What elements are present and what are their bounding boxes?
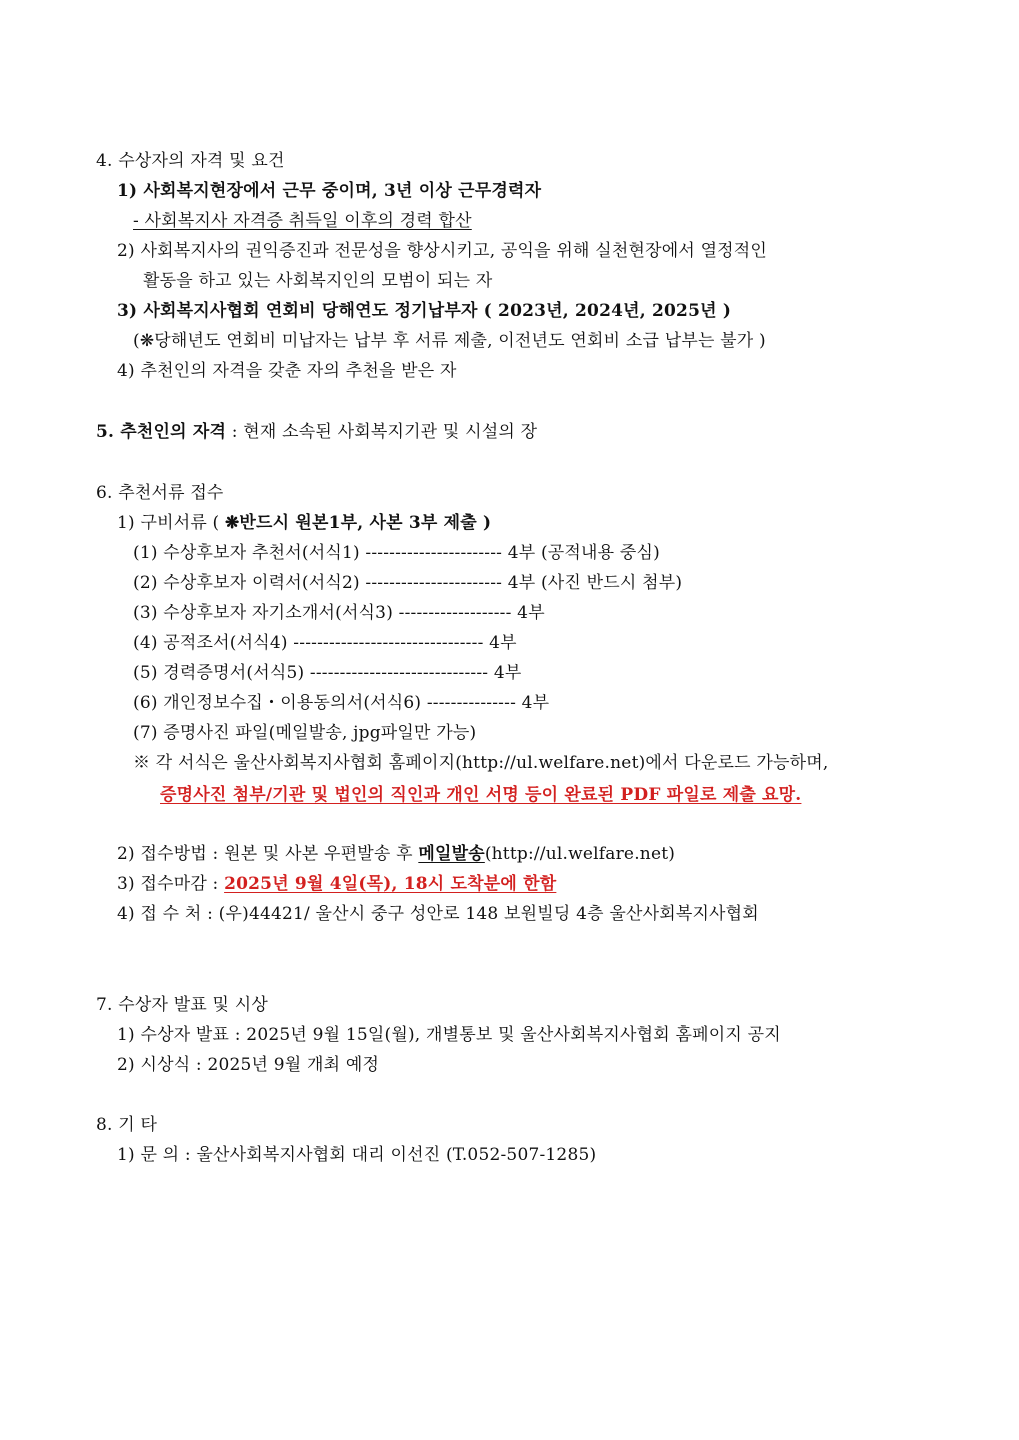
doc-item-1: (1) 수상후보자 추천서(서식1) ----------------------- 4부 (공적내용 중심) — [133, 543, 660, 563]
doc-item-7: (7) 증명사진 파일(메일발송, jpg파일만 가능) — [133, 723, 477, 743]
doc-item-5: (5) 경력증명서(서식5) ------------------------------ 4부 — [133, 663, 522, 683]
section-4-item-3: 3) 사회복지사협회 연회비 당해연도 정기납부자 ( 2023년, 2024년, 2025년 ) — [117, 301, 732, 321]
award-announcement: 1) 수상자 발표 : 2025년 9월 15일(월), 개별통보 및 울산사회복지사협회 홈페이지 공지 — [117, 1025, 781, 1045]
submission-deadline — [117, 873, 556, 895]
method-prefix: 2) 접수방법 : 원본 및 사본 우편발송 후 — [117, 844, 419, 864]
submission-method — [117, 843, 675, 865]
award-ceremony: 2) 시상식 : 2025년 9월 개최 예정 — [117, 1055, 380, 1075]
doc-item-6: (6) 개인정보수집・이용동의서(서식6) --------------- 4부 — [133, 693, 550, 713]
docs-prefix: 1) 구비서류 ( — [117, 513, 225, 533]
deadline-prefix: 3) 접수마감 : — [117, 874, 225, 894]
section-5-label: 5. 추천인의 자격 — [96, 422, 227, 442]
method-suffix: (http://ul.welfare.net) — [484, 844, 676, 864]
contact-line: 1) 문 의 : 울산사회복지사협회 대리 이선진 (T.052-507-1285) — [117, 1145, 597, 1165]
section-4-item-3-note: (❋당해년도 연회비 미납자는 납부 후 서류 제출, 이전년도 연회비 소급 납부는 불가 ) — [133, 331, 766, 351]
section-4-heading: 4. 수상자의 자격 및 요건 — [96, 151, 285, 171]
section-4-item-2-line-1: 2) 사회복지사의 권익증진과 전문성을 향상시키고, 공익을 위해 실천현장에서 열정적인 — [117, 241, 768, 261]
forms-download-note: ※ 각 서식은 울산사회복지사협회 홈페이지(http://ul.welfare.net)에서 다운로드 가능하며, — [133, 753, 829, 773]
pdf-submission-notice: 증명사진 첨부/기관 및 법인의 직인과 개인 서명 등이 완료된 PDF 파일로 제출 요망. — [160, 785, 802, 805]
section-4-item-2-line-2: 활동을 하고 있는 사회복지인의 모범이 되는 자 — [143, 271, 493, 291]
section-4-item-1-sub — [133, 210, 472, 232]
doc-item-3: (3) 수상후보자 자기소개서(서식3) ------------------- 4부 — [133, 603, 545, 623]
method-email: 메일발송 — [418, 844, 485, 864]
doc-item-4: (4) 공적조서(서식4) -------------------------------- 4부 — [133, 633, 517, 653]
doc-item-2: (2) 수상후보자 이력서(서식2) ----------------------- 4부 (사진 반드시 첨부) — [133, 573, 683, 593]
deadline-date: 2025년 9월 4일(목), 18시 도착분에 한함 — [224, 874, 557, 894]
submission-place: 4) 접 수 처 : (우)44421/ 울산시 중구 성안로 148 보원빌딩 4층 울산사회복지사협회 — [117, 904, 759, 924]
section-6-heading: 6. 추천서류 접수 — [96, 483, 224, 503]
section-6-docs-line — [117, 512, 491, 534]
section-7-heading: 7. 수상자 발표 및 시상 — [96, 995, 269, 1015]
section-4-item-1: 1) 사회복지현장에서 근무 중이며, 3년 이상 근무경력자 — [117, 181, 542, 201]
section-8-heading: 8. 기 타 — [96, 1115, 158, 1135]
docs-requirement: ❋반드시 원본1부, 사본 3부 제출 ) — [224, 513, 492, 533]
section-5-text: : 현재 소속된 사회복지기관 및 시설의 장 — [226, 422, 538, 442]
section-5-line — [96, 421, 537, 443]
career-note: - 사회복지사 자격증 취득일 이후의 경력 합산 — [133, 211, 472, 231]
section-4-item-4: 4) 추천인의 자격을 갖춘 자의 추천을 받은 자 — [117, 361, 457, 381]
